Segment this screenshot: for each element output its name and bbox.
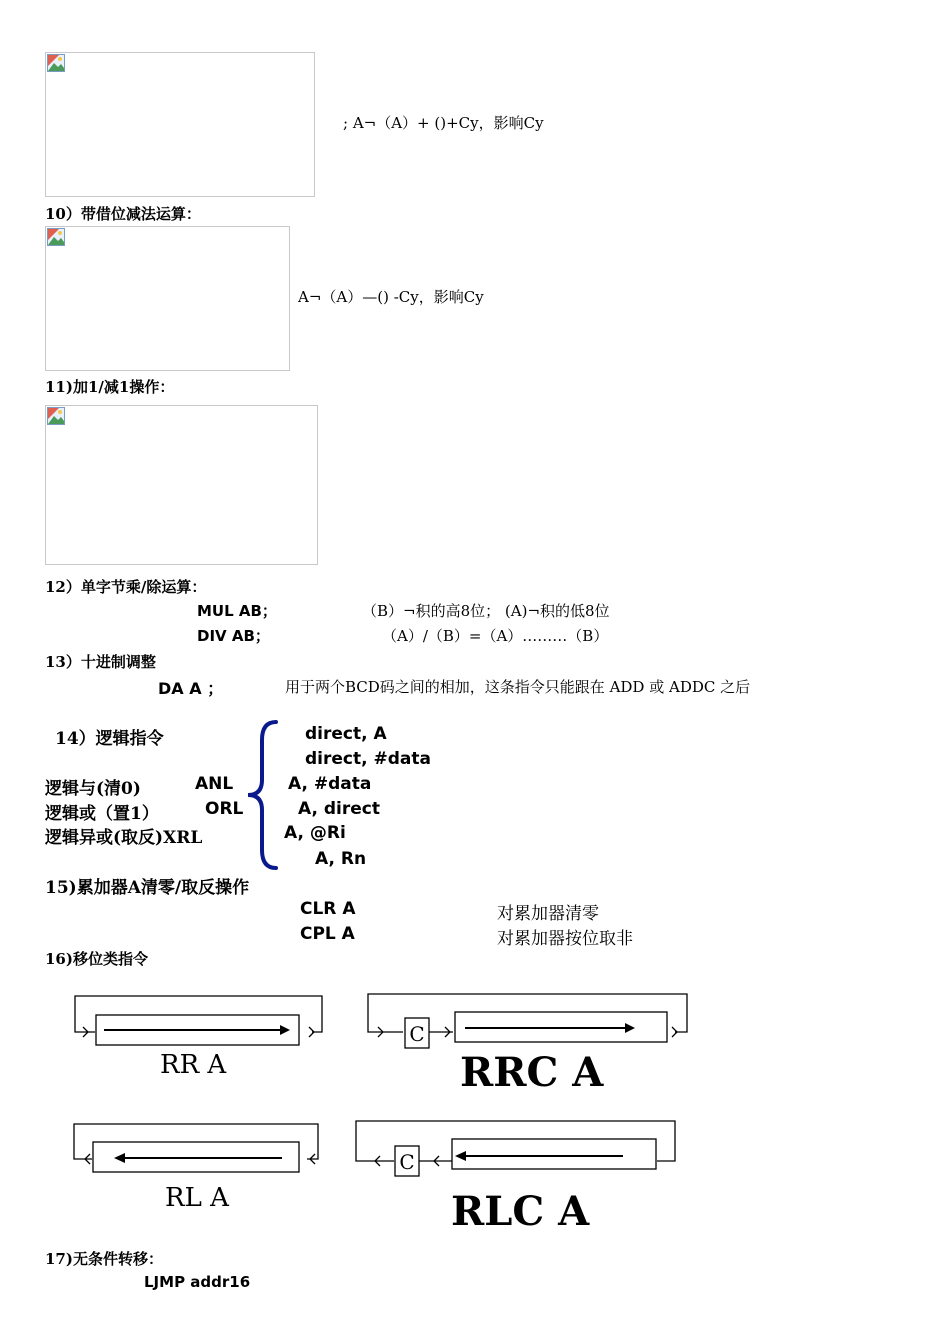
formula-image-placeholder [45, 226, 290, 371]
formula-image-placeholder [45, 405, 318, 565]
clr-description: 对累加器清零 [497, 904, 599, 924]
section-12-title: 12）单字节乘/除运算： [45, 578, 207, 596]
logic-operand: direct, A [305, 724, 387, 744]
logic-operand: direct, #data [305, 749, 431, 769]
broken-image-icon [47, 54, 65, 72]
carry-label: C [409, 1022, 425, 1046]
rrc-diagram [355, 985, 700, 1095]
curly-brace [242, 718, 282, 872]
logic-operand: A, Rn [315, 849, 367, 869]
section-17-title: 17)无条件转移： [45, 1250, 163, 1268]
adc-formula: ; A¬（A）+ ()+Cy，影响Cy [343, 114, 544, 132]
logic-operand: A, direct [298, 799, 380, 819]
logic-and-opcode: ANL [195, 774, 234, 794]
logic-or-opcode: ORL [205, 799, 244, 819]
rlc-diagram [348, 1115, 688, 1235]
carry-label: C [399, 1150, 415, 1174]
rr-label: RR A [160, 1050, 227, 1080]
section-16-title: 16)移位类指令 [45, 950, 148, 968]
broken-image-icon [47, 407, 65, 425]
cpl-instruction: CPL A [300, 924, 355, 944]
section-14-title: 14）逻辑指令 [55, 729, 164, 749]
logic-xor-label: 逻辑异或(取反)XRL [45, 828, 203, 848]
logic-operand: A, @Ri [284, 823, 346, 843]
mul-instruction: MUL AB； [197, 602, 277, 620]
clr-instruction: CLR A [300, 899, 356, 919]
rl-diagram [60, 1118, 335, 1218]
rrc-label: RRC A [460, 1049, 604, 1095]
mul-description: （B）¬积的高8位； (A)¬积的低8位 [362, 602, 610, 620]
rlc-label: RLC A [451, 1188, 590, 1235]
cpl-description: 对累加器按位取非 [497, 929, 633, 949]
logic-operand: A, #data [288, 774, 372, 794]
section-11-title: 11)加1/减1操作： [45, 378, 175, 396]
broken-image-icon [47, 228, 65, 246]
subb-formula: A¬（A）—() -Cy，影响Cy [298, 288, 484, 306]
logic-or-label: 逻辑或（置1） [45, 804, 159, 824]
rr-diagram [60, 985, 340, 1085]
div-instruction: DIV AB； [197, 627, 270, 645]
logic-and-label: 逻辑与(清0) [45, 779, 141, 799]
ljmp-instruction: LJMP addr16 [144, 1273, 251, 1291]
formula-image-placeholder [45, 52, 315, 197]
section-15-title: 15)累加器A清零/取反操作 [45, 878, 250, 898]
da-instruction: DA A ； [158, 679, 224, 698]
rl-label: RL A [165, 1183, 229, 1213]
div-description: （A）/（B）=（A）………（B） [382, 627, 609, 645]
da-description: 用于两个BCD码之间的相加，这条指令只能跟在 ADD 或 ADDC 之后 [285, 678, 751, 696]
section-13-title: 13）十进制调整 [45, 653, 156, 671]
section-10-title: 10）带借位减法运算： [45, 205, 201, 223]
